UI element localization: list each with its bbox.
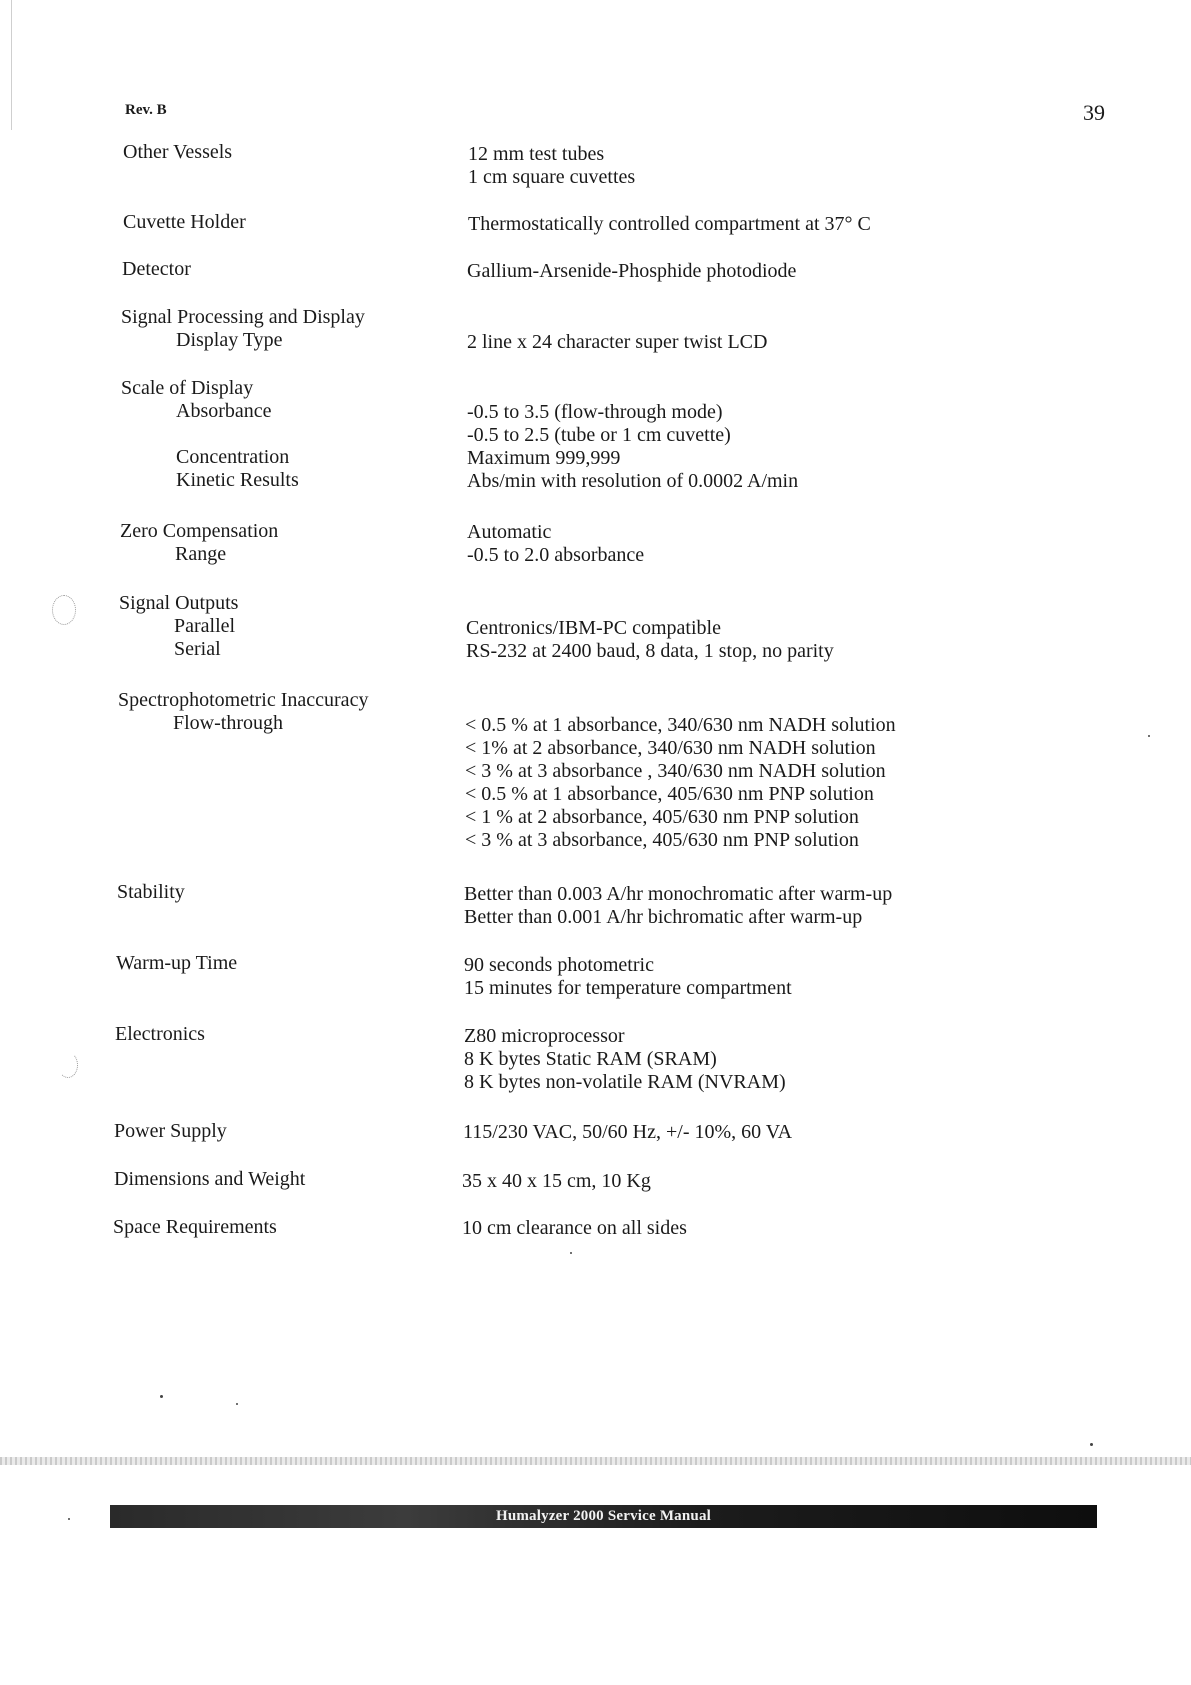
spec-sublabel: Flow-through — [173, 712, 283, 734]
spec-value: Better than 0.001 A/hr bichromatic after warm-up — [464, 906, 863, 928]
spec-label: Warm-up Time — [116, 952, 238, 974]
scan-speck — [1148, 735, 1150, 737]
revision-label: Rev. B — [125, 102, 167, 118]
spec-label: Other Vessels — [123, 141, 233, 163]
spec-value: Z80 microprocessor — [464, 1025, 625, 1047]
scan-speck — [1090, 1443, 1093, 1446]
punch-hole-mark — [52, 595, 76, 625]
footer-title: Humalyzer 2000 Service Manual — [495, 1508, 712, 1524]
spec-value: < 0.5 % at 1 absorbance, 405/630 nm PNP solution — [465, 783, 874, 805]
spec-value: -0.5 to 2.0 absorbance — [467, 544, 645, 566]
spec-heading: Signal Processing and Display — [121, 306, 365, 328]
spec-sublabel: Serial — [174, 638, 221, 660]
spec-value: < 1 % at 2 absorbance, 405/630 nm PNP solution — [465, 806, 859, 828]
footer-bar — [110, 1505, 1097, 1528]
spec-sublabel: Range — [175, 543, 227, 565]
spec-value: 12 mm test tubes — [468, 143, 605, 165]
spec-value: < 3 % at 3 absorbance, 405/630 nm PNP solution — [465, 829, 859, 851]
spec-sublabel: Kinetic Results — [176, 469, 299, 491]
page-number: 39 — [1083, 100, 1105, 125]
spec-sublabel: Parallel — [174, 615, 236, 637]
spec-value: Maximum 999,999 — [467, 447, 621, 469]
spec-value: 2 line x 24 character super twist LCD — [467, 331, 768, 353]
spec-value: < 0.5 % at 1 absorbance, 340/630 nm NADH solution — [465, 714, 896, 736]
spec-value: 8 K bytes Static RAM (SRAM) — [464, 1048, 717, 1070]
spec-value: 10 cm clearance on all sides — [462, 1217, 687, 1239]
spec-label: Electronics — [115, 1023, 205, 1045]
spec-value: 35 x 40 x 15 cm, 10 Kg — [462, 1170, 651, 1192]
spec-value: Better than 0.003 A/hr monochromatic after warm-up — [464, 883, 893, 905]
punch-hole-mark — [58, 1052, 78, 1078]
spec-label: Dimensions and Weight — [114, 1168, 306, 1190]
spec-value: -0.5 to 2.5 (tube or 1 cm cuvette) — [467, 424, 731, 446]
spec-sublabel: Display Type — [176, 329, 283, 351]
spec-value: RS-232 at 2400 baud, 8 data, 1 stop, no parity — [466, 640, 834, 662]
spec-sublabel: Concentration — [176, 446, 290, 468]
spec-value: Gallium-Arsenide-Phosphide photodiode — [467, 260, 797, 282]
spec-value: 90 seconds photometric — [464, 954, 654, 976]
spec-label: Power Supply — [114, 1120, 227, 1142]
scan-edge-line — [11, 0, 12, 130]
spec-label: Cuvette Holder — [123, 211, 246, 233]
spec-label: Space Requirements — [113, 1216, 277, 1238]
spec-value: Thermostatically controlled compartment at 37° C — [468, 213, 871, 235]
scan-speck — [236, 1403, 238, 1405]
spec-sublabel: Absorbance — [176, 400, 272, 422]
spec-heading: Scale of Display — [121, 377, 254, 399]
spec-heading: Spectrophotometric Inaccuracy — [118, 689, 369, 711]
scan-speck — [570, 1252, 572, 1254]
spec-heading: Signal Outputs — [119, 592, 239, 614]
spec-value: Abs/min with resolution of 0.0002 A/min — [467, 470, 799, 492]
spec-value: < 3 % at 3 absorbance , 340/630 nm NADH solution — [465, 760, 886, 782]
scan-speck — [68, 1518, 70, 1520]
spec-value: 115/230 VAC, 50/60 Hz, +/- 10%, 60 VA — [463, 1121, 793, 1143]
spec-label: Stability — [117, 881, 185, 903]
spec-value: Centronics/IBM-PC compatible — [466, 617, 721, 639]
spec-value: -0.5 to 3.5 (flow-through mode) — [467, 401, 723, 423]
spec-heading: Zero Compensation — [120, 520, 279, 542]
spec-value: Automatic — [467, 521, 552, 543]
spec-value: < 1% at 2 absorbance, 340/630 nm NADH solution — [465, 737, 876, 759]
spec-value: 1 cm square cuvettes — [468, 166, 636, 188]
spec-label: Detector — [122, 258, 191, 280]
scan-noise-band — [0, 1457, 1191, 1465]
spec-value: 15 minutes for temperature compartment — [464, 977, 792, 999]
spec-value: 8 K bytes non-volatile RAM (NVRAM) — [464, 1071, 786, 1093]
scan-speck — [160, 1395, 163, 1398]
